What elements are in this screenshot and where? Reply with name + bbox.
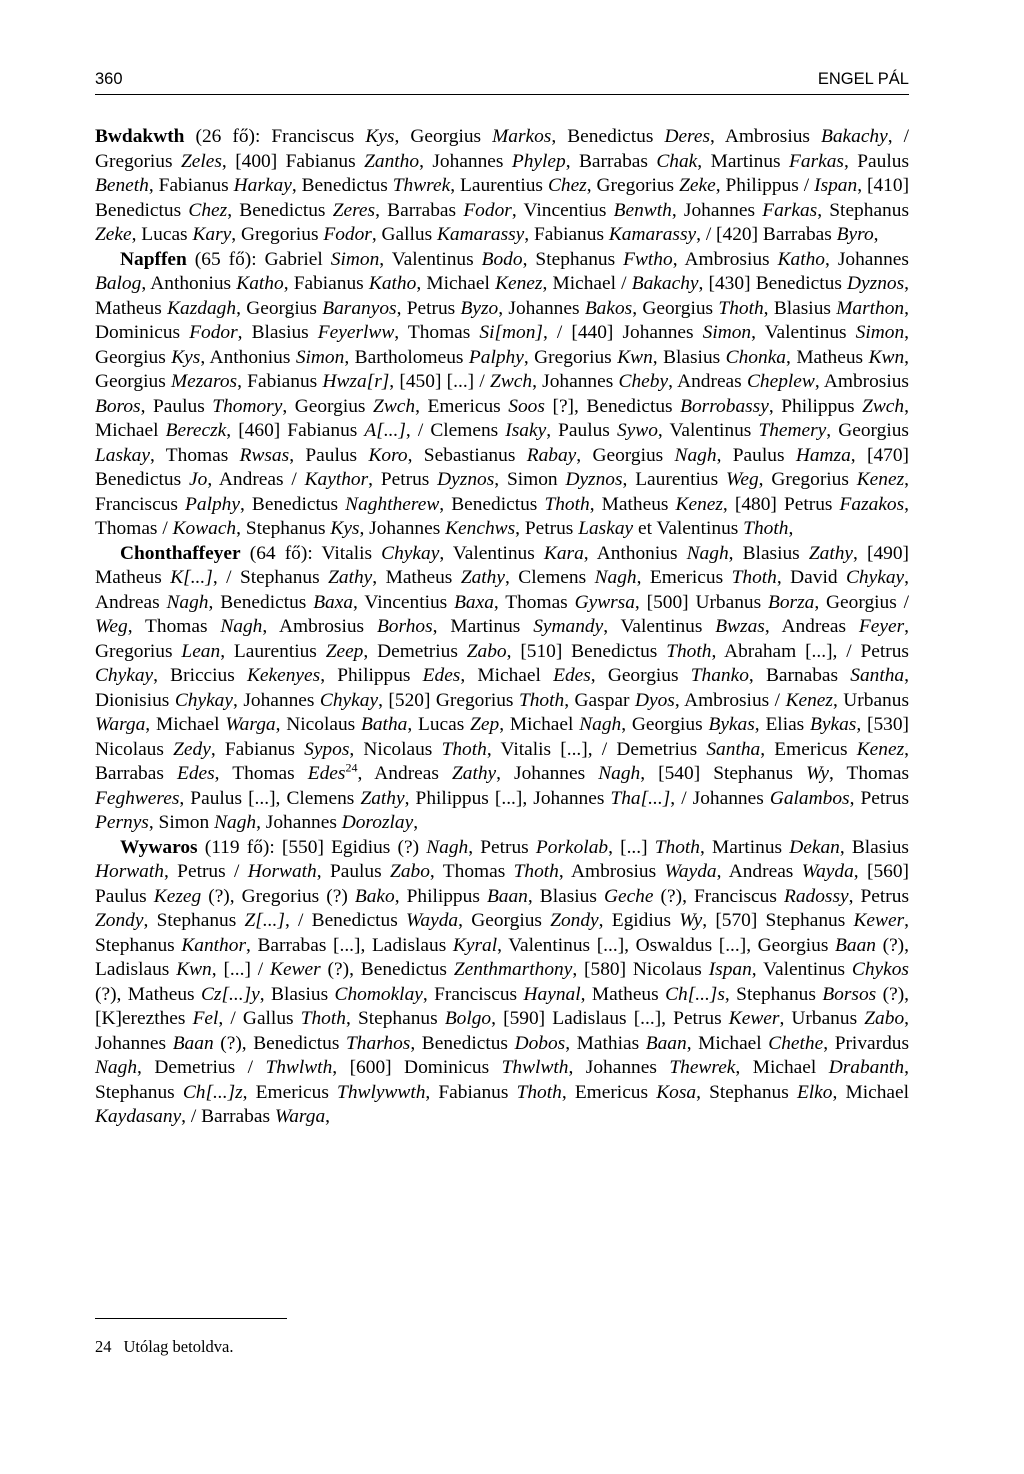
running-head-author: ENGEL PÁL — [817, 70, 909, 88]
paragraph-napffen: Napffen (65 fő): Gabriel Simon, Valentinus Bodo, Stephanus Fwtho, Ambrosius Katho, Johannes Balog, Anthonius Katho, Fabianus Katho, Michael Kenez, Michael / Bakachy, [430] Benedictus Dyznos, Matheus Kazdagh, Georgius Baranyos, Petrus Byzo, Johannes Bakos, Georgius Thoth, Blasius Marthon, Dominicus Fodor, Blasius Feyerlww, Thomas Si[mon], / [440] Johannes Simon, Valentinus Simon, Georgius Kys, Anthonius Simon, Bartholomeus Palphy, Gregorius Kwn, Blasius Chonka, Matheus Kwn, Georgius Mezaros, Fabianus Hwza[r], [450] [...] / Zwch, Johannes Cheby, Andreas Cheplew, Ambrosius Boros, Paulus Thomory, Georgius Zwch, Emericus Soos [?], Benedictus Borrobassy, Philippus Zwch, Michael Bereczk, [460] Fabianus A[...], / Clemens Isaky, Paulus Sywo, Valentinus Themery, Georgius Laskay, Thomas Rwsas, Paulus Koro, Sebastianus Rabay, Georgius Nagh, Paulus Hamza, [470] Benedictus Jo, Andreas / Kaythor, Petrus Dyznos, Simon Dyznos, Laurentius Weg, Gregorius Kenez, Franciscus Palphy, Benedictus Naghtherew, Benedictus Thoth, Matheus Kenez, [480] Petrus Fazakos, Thomas / Kowach, Stephanus Kys, Johannes Kenchws, Petrus Laskay et Valentinus Thoth, — [95, 248, 910, 539]
main-text — [95, 125, 909, 1130]
paragraph-bwdakwth: Bwdakwth (26 fő): Franciscus Kys, Georgius Markos, Benedictus Deres, Ambrosius Bakachy, / Gregorius Zeles, [400] Fabianus Zantho, Johannes Phylep, Barrabas Chak, Martinus Farkas, Paulus Beneth, Fabianus Harkay, Benedictus Thwrek, Laurentius Chez, Gregorius Zeke, Philippus / Ispan, [410] Benedictus Chez, Benedictus Zeres, Barrabas Fodor, Vincentius Benwth, Johannes Farkas, Stephanus Zeke, Lucas Kary, Gregorius Fodor, Gallus Kamarassy, Fabianus Kamarassy, / [420] Barrabas Byro, — [95, 126, 910, 245]
paragraph-chonthaffeyer: Chonthaffeyer (64 fő): Vitalis Chykay, Valentinus Kara, Anthonius Nagh, Blasius Zathy, [490] Matheus K[...], / Stephanus Zathy, Matheus Zathy, Clemens Nagh, Emericus Thoth, David Chykay, Andreas Nagh, Benedictus Baxa, Vincentius Baxa, Thomas Gywrsa, [500] Urbanus Borza, Georgius / Weg, Thomas Nagh, Ambrosius Borhos, Martinus Symandy, Valentinus Bwzas, Andreas Feyer, Gregorius Lean, Laurentius Zeep, Demetrius Zabo, [510] Benedictus Thoth, Abraham [...], / Petrus Chykay, Briccius Kekenyes, Philippus Edes, Michael Edes, Georgius Thanko, Barnabas Santha, Dionisius Chykay, Johannes Chykay, [520] Gregorius Thoth, Gaspar Dyos, Ambrosius / Kenez, Urbanus Warga, Michael Warga, Nicolaus Batha, Lucas Zep, Michael Nagh, Georgius Bykas, Elias Bykas, [530] Nicolaus Zedy, Fabianus Sypos, Nicolaus Thoth, Vitalis [...], / Demetrius Santha, Emericus Kenez, Barrabas Edes, Thomas Edes$^{24}$, Andreas Zathy, Johannes Nagh, [540] Stephanus Wy, Thomas Feghweres, Paulus [...], Clemens Zathy, Philippus [...], Johannes Tha[...], / Johannes Galambos, Petrus Pernys, Simon Nagh, Johannes Dorozlay, — [95, 542, 910, 833]
running-header — [95, 60, 909, 95]
footnote — [95, 1337, 233, 1357]
page-number: 360 — [95, 70, 123, 88]
footnote-text: Utólag betoldva. — [123, 1337, 234, 1356]
footnote-number: 24 — [95, 1337, 112, 1356]
paragraph-wywaros: Wywaros (119 fő): [550] Egidius (?) Nagh, Petrus Porkolab, [...] Thoth, Martinus Dekan, Blasius Horwath, Petrus / Horwath, Paulus Zabo, Thomas Thoth, Ambrosius Wayda, Andreas Wayda, [560] Paulus Kezeg (?), Gregorius (?) Bako, Philippus Baan, Blasius Geche (?), Franciscus Radossy, Petrus Zondy, Stephanus Z[...], / Benedictus Wayda, Georgius Zondy, Egidius Wy, [570] Stephanus Kewer, Stephanus Kanthor, Barrabas [...], Ladislaus Kyral, Valentinus [...], Oswaldus [...], Georgius Baan (?), Ladislaus Kwn, [...] / Kewer (?), Benedictus Zenthmarthony, [580] Nicolaus Ispan, Valentinus Chykos (?), Matheus Cz[...]y, Blasius Chomoklay, Franciscus Haynal, Matheus Ch[...]s, Stephanus Borsos (?), [K]erezthes Fel, / Gallus Thoth, Stephanus Bolgo, [590] Ladislaus [...], Petrus Kewer, Urbanus Zabo, Johannes Baan (?), Benedictus Tharhos, Benedictus Dobos, Mathias Baan, Michael Chethe, Privardus Nagh, Demetrius / Thwlwth, [600] Dominicus Thwlwth, Johannes Thewrek, Michael Drabanth, Stephanus Ch[...]z, Emericus Thwlywwth, Fabianus Thoth, Emericus Kosa, Stephanus Elko, Michael Kaydasany, / Barrabas Warga, — [95, 836, 910, 1127]
footnote-separator — [95, 1318, 287, 1319]
